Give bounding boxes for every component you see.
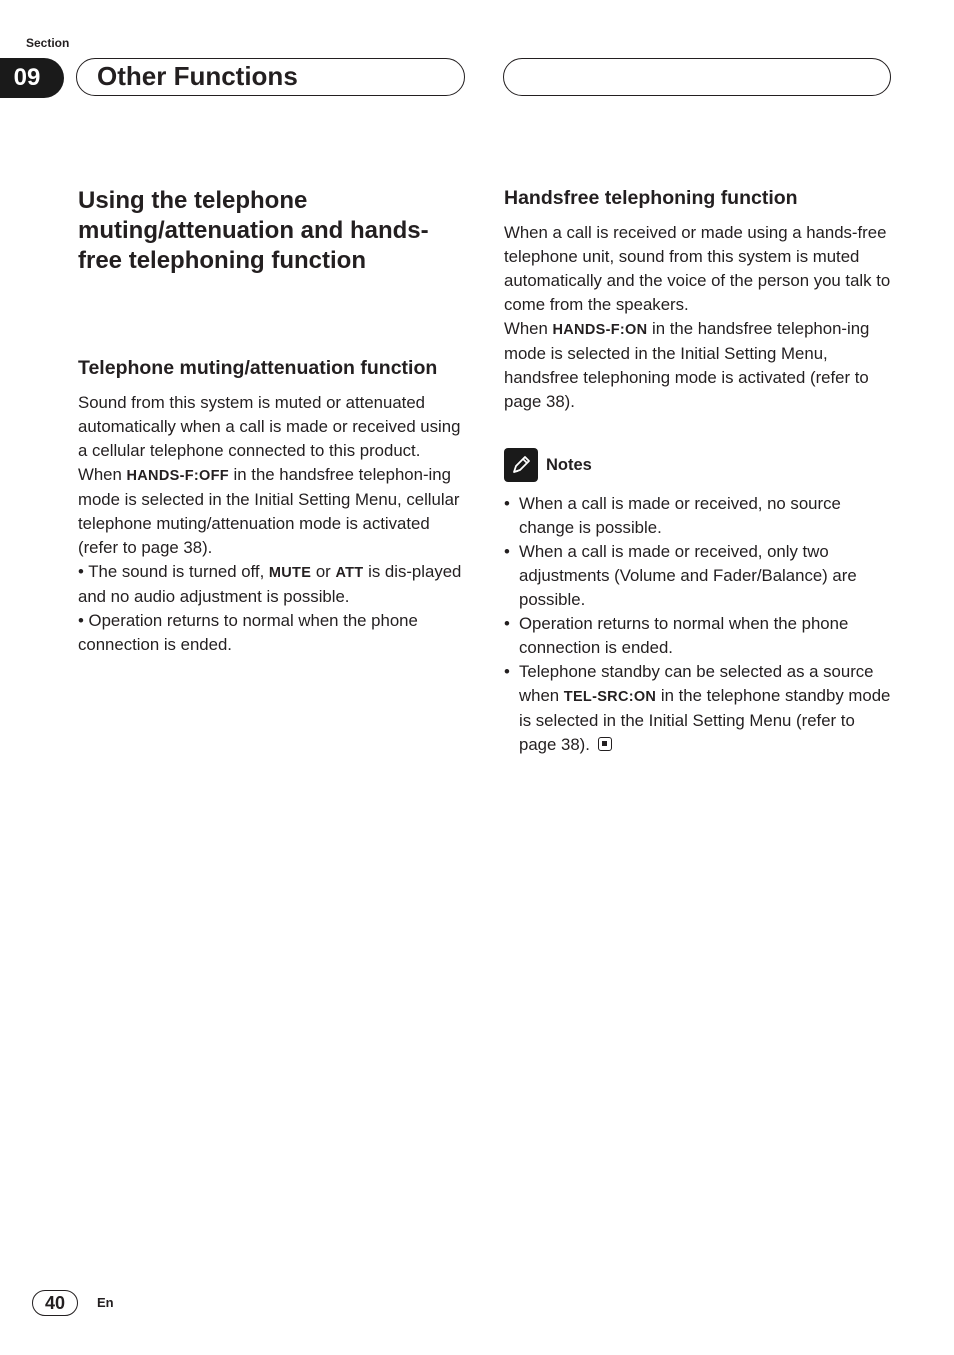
keyword-hands-f-on: HANDS-F:ON [552, 322, 648, 338]
keyword-att: ATT [335, 565, 364, 581]
section-label: Section [26, 36, 70, 50]
muting-paragraph-2: When HANDS-F:OFF in the handsfree telephon-ing mode is selected in the Initial Setting Menu, cellular telephone muting/attenuation mode is activated (refer to page 38). [78, 465, 460, 557]
right-column [504, 186, 892, 757]
keyword-tel-src-on: TEL-SRC:ON [563, 689, 657, 705]
muting-paragraph-1: Sound from this system is muted or attenuated automatically when a call is made or received using a cellular telephone connected to this product. [78, 393, 461, 460]
main-heading: Using the telephone muting/attenuation and hands-free telephoning function [78, 187, 429, 274]
keyword-hands-f-off: HANDS-F:OFF [126, 468, 229, 484]
muting-bullet-2: • Operation returns to normal when the phone connection is ended. [78, 611, 418, 654]
page-number: 40 [32, 1290, 78, 1316]
handsfree-paragraph-1: When a call is received or made using a hands-free telephone unit, sound from this system is muted automatically and the voice of the person you talk to come from the speakers. [504, 223, 891, 314]
notes-label: Notes [546, 455, 592, 474]
keyword-mute: MUTE [268, 565, 312, 581]
muting-bullet-1: • The sound is turned off, MUTE or ATT is dis-played and no audio adjustment is possible. [78, 562, 462, 606]
left-column [78, 186, 468, 657]
section-title-box [76, 58, 465, 96]
note-item: • When a call is made or received, no source change is possible. [504, 492, 892, 540]
note-item: • When a call is made or received, only two adjustments (Volume and Fader/Balance) are possible. [504, 540, 892, 612]
notes-list [504, 492, 892, 757]
empty-header-box [503, 58, 891, 96]
section-number-tab: 09 [0, 58, 64, 98]
pencil-icon [504, 448, 538, 482]
note-item: • Telephone standby can be selected as a source when TEL-SRC:ON in the telephone standby mode is selected in the Initial Setting Menu (refer to page 38). [504, 660, 892, 757]
handsfree-paragraph-2: When HANDS-F:ON in the handsfree telephon-ing mode is selected in the Initial Setting Menu, handsfree telephoning mode is activated (refer to page 38). [504, 319, 870, 411]
language-label: En [97, 1295, 114, 1310]
handsfree-subheading: Handsfree telephoning function [504, 187, 798, 209]
section-title: Other Functions [97, 61, 298, 91]
muting-subheading: Telephone muting/attenuation function [78, 357, 438, 379]
notes-header [504, 448, 892, 482]
end-mark-icon [598, 737, 612, 751]
note-item: • Operation returns to normal when the phone connection is ended. [504, 612, 892, 660]
